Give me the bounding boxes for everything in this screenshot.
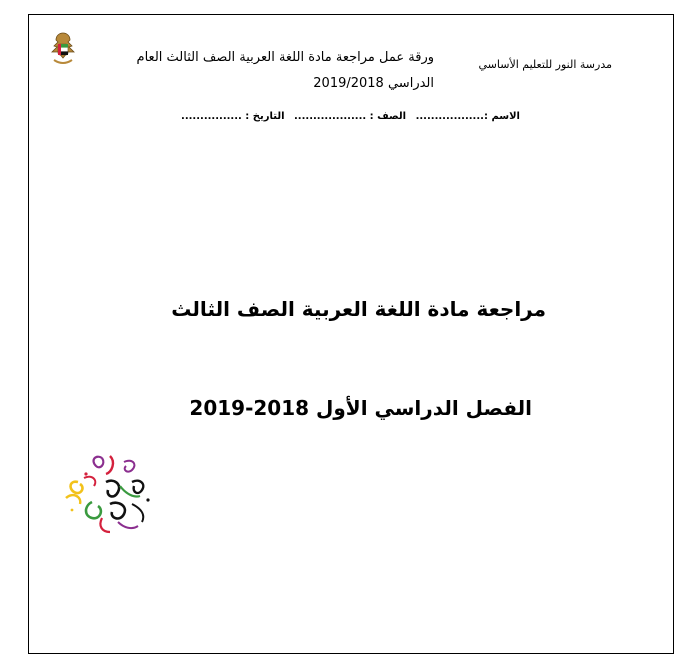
student-info-line <box>175 111 520 122</box>
main-title: مراجعة مادة اللغة العربية الصف الثالث <box>171 297 546 321</box>
date-field-label: التاريخ : ................ <box>181 111 285 122</box>
class-field-label: الصف : ................... <box>294 111 407 122</box>
name-field-label: الاسم :.................. <box>415 111 520 122</box>
uae-emblem-icon <box>48 30 78 70</box>
school-name: مدرسة النور للتعليم الأساسي <box>478 58 612 71</box>
worksheet-year: الدراسي 2019/2018 <box>313 76 434 91</box>
colorful-calligraphy-logo-icon <box>62 452 158 538</box>
term-title: الفصل الدراسي الأول 2018-2019 <box>189 396 532 420</box>
worksheet-title: ورقة عمل مراجعة مادة اللغة العربية الصف الثالث العام <box>136 50 434 65</box>
page-border <box>28 14 674 654</box>
